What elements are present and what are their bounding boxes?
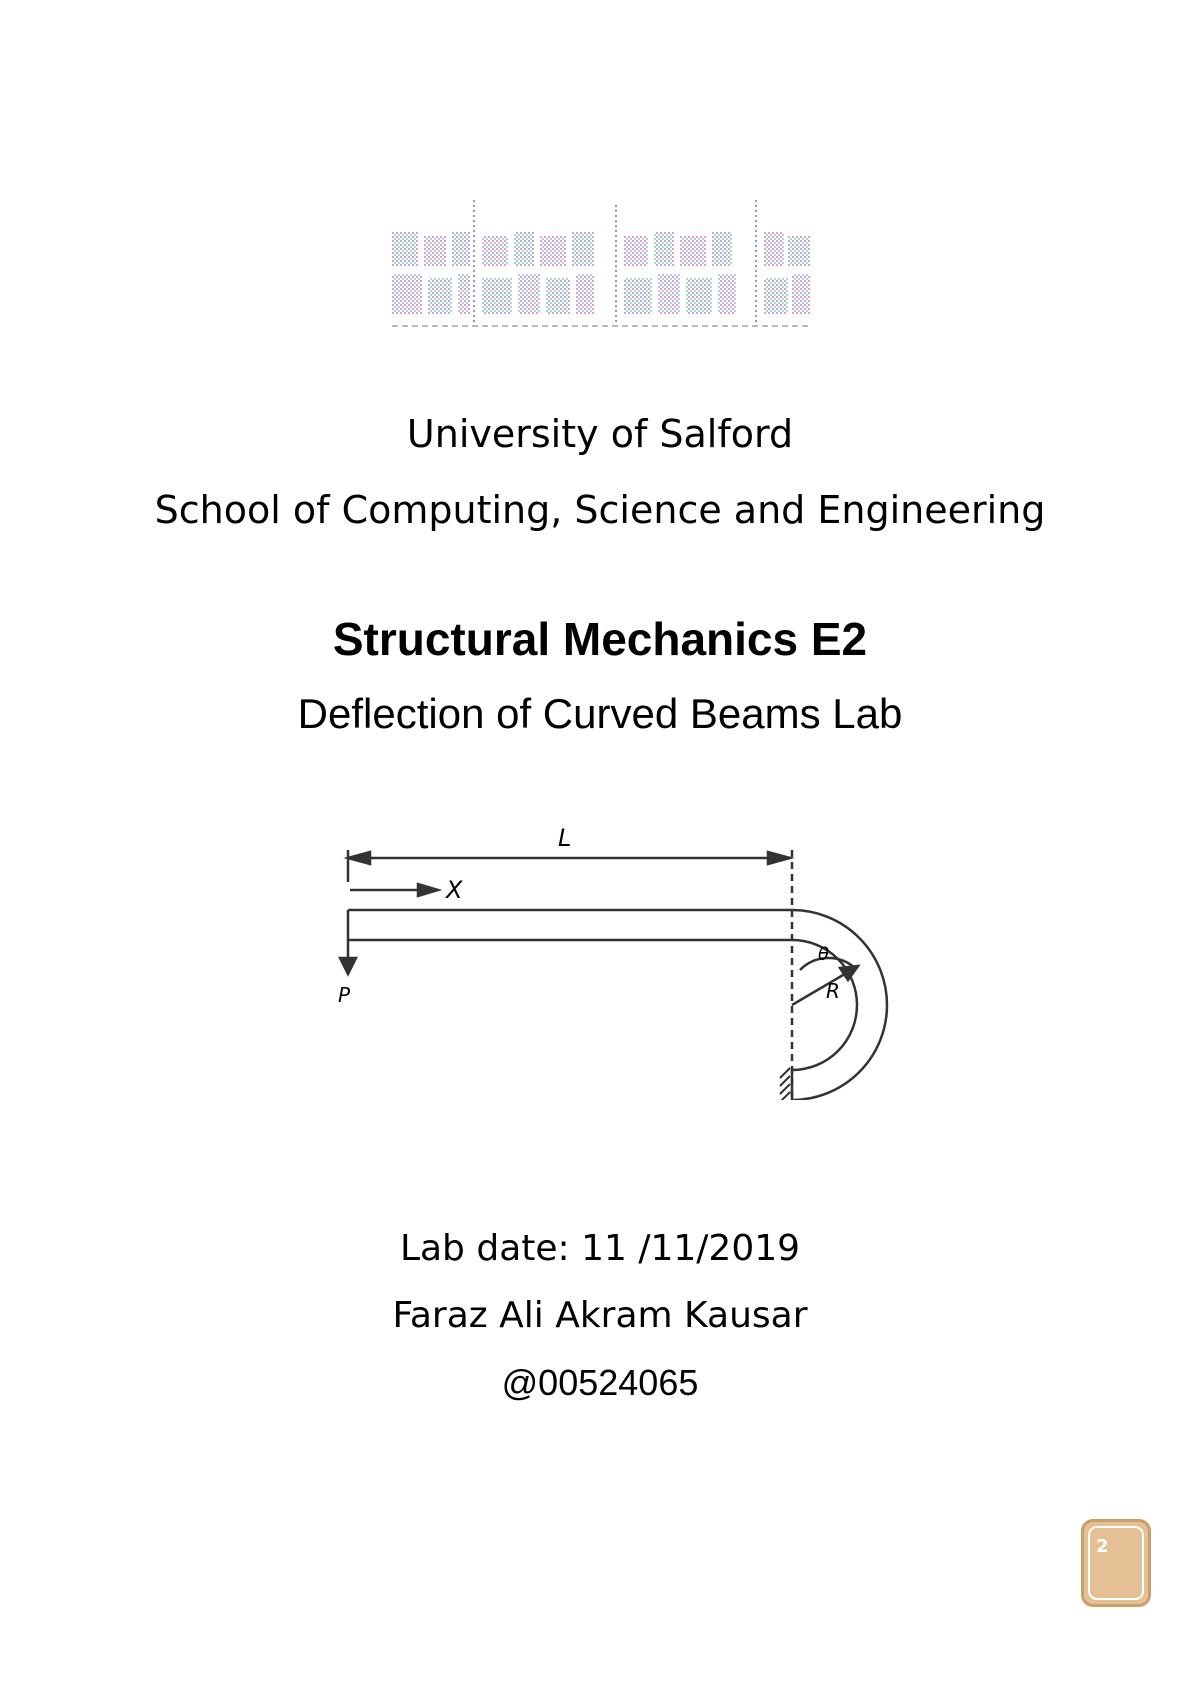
lab-title: Deflection of Curved Beams Lab (297, 690, 903, 737)
label-angle: θ (818, 944, 830, 965)
page-number: 2 (1096, 1536, 1109, 1557)
label-load: P (338, 983, 351, 1007)
student-name: Faraz Ali Akram Kausar (392, 1295, 808, 1336)
page-number-badge (1081, 1519, 1151, 1607)
university-name: University of Salford (406, 412, 794, 456)
lab-date: Lab date: 11 /11/2019 (399, 1228, 801, 1269)
curved-beam-diagram (320, 810, 940, 1100)
university-logo (392, 200, 812, 335)
module-title: Structural Mechanics E2 (332, 613, 868, 665)
student-id: @00524065 (501, 1362, 699, 1403)
label-length: L (558, 824, 572, 852)
label-radius: R (826, 979, 840, 1003)
school-name: School of Computing, Science and Engineering (154, 488, 1046, 532)
label-distance: X (446, 876, 463, 904)
